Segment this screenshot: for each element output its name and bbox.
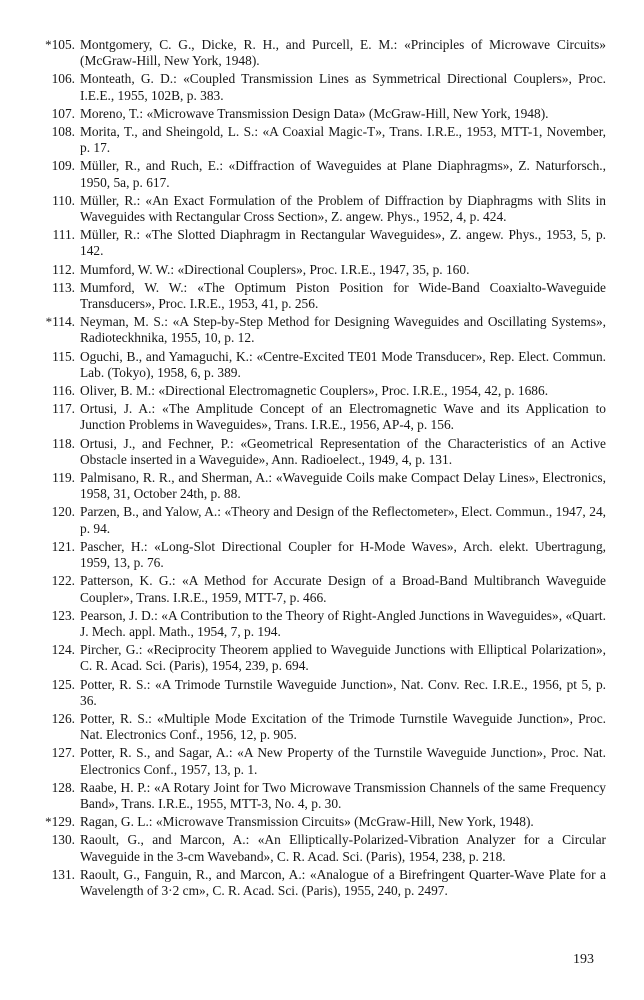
reference-text: Pircher, G.: «Reciprocity Theorem applied to Waveguide Junctions with Elliptical Polarization», C. R. Acad. Sci. (Paris), 1954, 239, p. 694. bbox=[80, 642, 606, 674]
reference-number: 109. bbox=[51, 158, 75, 174]
reference-number: 115. bbox=[52, 348, 75, 364]
reference-number: 125. bbox=[51, 676, 75, 692]
reference-text: Pascher, H.: «Long-Slot Directional Coupler for H-Mode Waves», Arch. elekt. Ubertragung, 1959, 13, p. 76. bbox=[80, 538, 606, 571]
reference-item bbox=[0, 711, 644, 743]
reference-item bbox=[0, 262, 644, 278]
reference-item bbox=[0, 158, 644, 190]
reference-text: Ortusi, J. A.: «The Amplitude Concept of an Electromagnetic Wave and its Application to Junction Problems in Waveguides», Trans. I.R.E., 1956, AP-4, p. 156. bbox=[80, 401, 606, 433]
reference-item bbox=[0, 401, 644, 433]
reference-number: 107. bbox=[51, 105, 75, 121]
star-marker: * bbox=[45, 814, 52, 830]
reference-number: 112. bbox=[52, 261, 75, 277]
reference-text: Ragan, G. L.: «Microwave Transmission Circuits» (McGraw-Hill, New York, 1948). bbox=[80, 814, 534, 830]
reference-text: Oguchi, B., and Yamaguchi, K.: «Centre-Excited TE01 Mode Transducer», Rep. Elect. Commun. Lab. (Tokyo), 1958, 6, p. 389. bbox=[80, 348, 606, 380]
reference-number: *105. bbox=[45, 37, 75, 52]
star-marker: * bbox=[45, 314, 53, 330]
reference-text: Mumford, W. W.: «The Optimum Piston Position for Wide-Band Coaxialto-Waveguide Transducers», Proc. I.R.E., 1953, 41, p. 256. bbox=[80, 279, 606, 312]
reference-number: 111. bbox=[52, 227, 75, 243]
reference-list bbox=[0, 37, 644, 901]
reference-item bbox=[0, 608, 644, 640]
reference-item bbox=[0, 280, 644, 312]
reference-item bbox=[0, 642, 644, 674]
reference-item bbox=[0, 349, 644, 381]
reference-number: 123. bbox=[51, 607, 75, 623]
reference-number: 116. bbox=[52, 383, 75, 399]
reference-text: Müller, R.: «The Slotted Diaphragm in Rectangular Waveguides», Z. angew. Phys., 1953, 5, p. 142. bbox=[80, 227, 606, 259]
reference-item bbox=[0, 470, 644, 502]
reference-number: *114. bbox=[45, 314, 75, 330]
reference-item bbox=[0, 780, 644, 812]
reference-number: 119. bbox=[52, 470, 75, 486]
reference-text: Neyman, M. S.: «A Step-by-Step Method for Designing Waveguides and Oscillating Systems», Radioteckhnika, 1955, 10, p. 12. bbox=[80, 314, 606, 346]
reference-number: 117. bbox=[52, 401, 75, 417]
reference-number: 120. bbox=[51, 504, 75, 520]
reference-number: *129. bbox=[45, 814, 75, 830]
reference-item bbox=[0, 106, 644, 122]
reference-number: 110. bbox=[52, 192, 75, 208]
reference-text: Müller, R.: «An Exact Formulation of the Problem of Diffraction by Diaphragms with Slits in Waveguides with Rectangular Cross Section», Z. angew. Phys., 1952, 4, p. 424. bbox=[80, 192, 606, 225]
reference-text: Patterson, K. G.: «A Method for Accurate Design of a Broad-Band Multibranch Waveguide Coupler», Trans. I.R.E., 1959, MTT-7, p. 466. bbox=[80, 573, 606, 605]
reference-item bbox=[0, 573, 644, 605]
reference-text: Monteath, G. D.: «Coupled Transmission Lines as Symmetrical Directional Couplers», Proc. I.E.E., 1955, 102B, p. 383. bbox=[80, 71, 606, 103]
reference-text: Parzen, B., and Yalow, A.: «Theory and Design of the Reflectometer», Elect. Commun., 1947, 24, p. 94. bbox=[80, 504, 606, 536]
reference-text: Raoult, G., Fanguin, R., and Marcon, A.: «Analogue of a Birefringent Quarter-Wave Plate for a Wavelength of 3·2 cm», C. R. Acad. Sci. (Paris), 1955, 240, p. 2497. bbox=[80, 866, 606, 898]
reference-number: 126. bbox=[51, 710, 75, 726]
reference-item bbox=[0, 383, 644, 399]
reference-item bbox=[0, 504, 644, 536]
reference-text: Oliver, B. M.: «Directional Electromagnetic Couplers», Proc. I.R.E., 1954, 42, p. 1686. bbox=[80, 383, 549, 399]
reference-item bbox=[0, 314, 644, 346]
reference-number: 118. bbox=[52, 435, 75, 451]
reference-number: 106. bbox=[51, 71, 75, 87]
reference-number: 127. bbox=[51, 745, 75, 761]
reference-item bbox=[0, 124, 644, 156]
reference-item bbox=[0, 193, 644, 225]
reference-text: Mumford, W. W.: «Directional Couplers», Proc. I.R.E., 1947, 35, p. 160. bbox=[80, 261, 470, 277]
reference-text: Potter, R. S.: «A Trimode Turnstile Waveguide Junction», Nat. Conv. Rec. I.R.E., 1956, pt 5, p. 36. bbox=[80, 676, 606, 708]
reference-item bbox=[0, 71, 644, 103]
star-marker: * bbox=[45, 37, 52, 52]
reference-text: Morita, T., and Sheingold, L. S.: «A Coaxial Magic-T», Trans. I.R.E., 1953, MTT-1, November, p. 17. bbox=[80, 124, 606, 156]
reference-text: Potter, R. S.: «Multiple Mode Excitation of the Trimode Turnstile Waveguide Junction», Proc. Nat. Electronics Conf., 1956, 12, p. 905. bbox=[80, 710, 606, 743]
reference-item bbox=[0, 814, 644, 830]
reference-item bbox=[0, 832, 644, 864]
reference-item bbox=[0, 436, 644, 468]
reference-number: 130. bbox=[51, 832, 75, 848]
reference-item bbox=[0, 227, 644, 259]
reference-text: Moreno, T.: «Microwave Transmission Design Data» (McGraw-Hill, New York, 1948). bbox=[80, 105, 549, 121]
reference-number: 128. bbox=[51, 779, 75, 795]
reference-number: 131. bbox=[51, 866, 75, 882]
reference-item bbox=[0, 539, 644, 571]
reference-number: 124. bbox=[51, 642, 75, 658]
reference-number: 108. bbox=[51, 124, 75, 140]
reference-text: Palmisano, R. R., and Sherman, A.: «Waveguide Coils make Compact Delay Lines», Electronics, 1958, 31, October 24th, p. 88. bbox=[80, 470, 606, 502]
reference-item bbox=[0, 37, 644, 69]
reference-number: 113. bbox=[52, 279, 75, 295]
reference-item bbox=[0, 677, 644, 709]
reference-text: Potter, R. S., and Sagar, A.: «A New Property of the Turnstile Waveguide Junction», Proc. Nat. Electronics Conf., 1957, 13, p. 1. bbox=[80, 745, 606, 777]
reference-item bbox=[0, 867, 644, 899]
reference-text: Müller, R., and Ruch, E.: «Diffraction of Waveguides at Plane Diaphragms», Z. Naturforsch., 1950, 5a, p. 617. bbox=[80, 158, 606, 190]
reference-text: Raoult, G., and Marcon, A.: «An Elliptically-Polarized-Vibration Analyzer for a Circular Waveguide in the 3-cm Waveband», C. R. Acad. Sci. (Paris), 1954, 238, p. 218. bbox=[80, 832, 606, 864]
reference-text: Ortusi, J., and Fechner, P.: «Geometrical Representation of the Characteristics of an Active Obstacle inserted in a Waveguide», Ann. Radioelect., 1949, 4, p. 131. bbox=[80, 435, 606, 467]
reference-item bbox=[0, 745, 644, 777]
reference-text: Pearson, J. D.: «A Contribution to the Theory of Right-Angled Junctions in Waveguides», «Quart. J. Mech. appl. Math., 1954, 7, p. 194. bbox=[80, 607, 606, 639]
reference-text: Montgomery, C. G., Dicke, R. H., and Purcell, E. M.: «Principles of Microwave Circuits» (McGraw-Hill, New York, 1948). bbox=[80, 37, 606, 69]
reference-text: Raabe, H. P.: «A Rotary Joint for Two Microwave Transmission Channels of the same Frequency Band», Trans. I.R.E., 1955, MTT-3, No. 4, p. 30. bbox=[80, 779, 606, 811]
reference-number: 122. bbox=[51, 573, 75, 589]
page-number: 193 bbox=[573, 952, 594, 967]
reference-number: 121. bbox=[51, 538, 75, 554]
